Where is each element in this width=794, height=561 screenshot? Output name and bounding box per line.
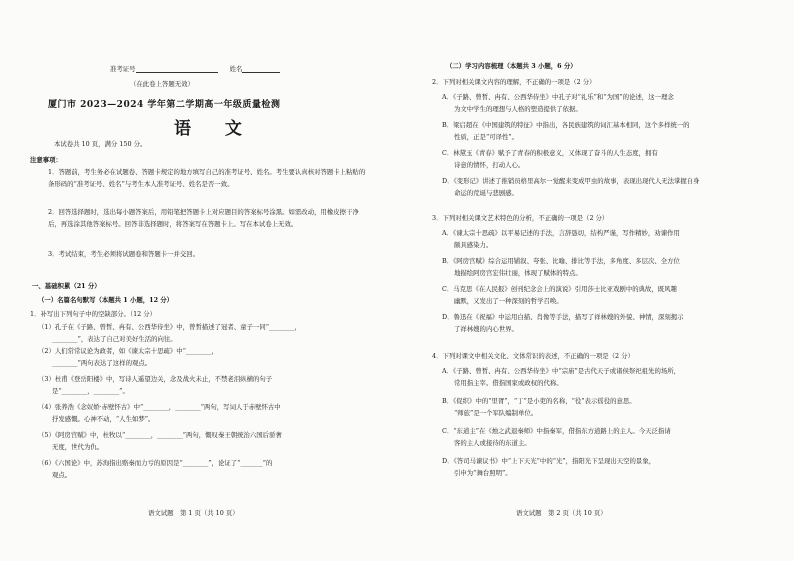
page-2 (420, 0, 782, 561)
page-1 (30, 0, 398, 561)
q4-option-line: C．“东道主”在《烛之武退秦师》中指秦军，借指东方道路上的主人。今天泛指请 (442, 427, 671, 435)
answer-invalid-stamp: （在此卷上答题无效） (130, 80, 194, 88)
q4-option-line: 客的主人或接待的东道主。 (454, 439, 531, 447)
q2-option-line: 命运的荒诞与悲剧感。 (454, 189, 518, 197)
q3-option-line: C．马克思《在人民报》创刊纪念会上的演说》引用莎士比亚戏剧中的典故，既风趣 (442, 285, 677, 293)
q1-item-line: 观点。 (52, 471, 72, 479)
question-4: 4．下列对课文中相关文化、文体常识的表述，不正确的一项是（2 分） (432, 352, 634, 360)
q1-item-line: （4）张养浩《念奴娇·赤壁怀古》中“________，________”两句，写词人于赤壁怀古中 (38, 403, 281, 411)
question-3-options (442, 228, 782, 340)
subject-title: 语 文 (174, 119, 256, 139)
section-1-heading: 一、基础积累（21 分） (32, 282, 101, 290)
q4-option-line: A．《子路、曾皙、冉有、公西华侍坐》中“宗庙”是古代天子或诸侯祭祀祖先的场所， (442, 367, 681, 375)
q1-item-line: （1）孔子在《子路、曾皙、冉有、公西华侍坐》中，曾皙描述了冠者、童子一同“________， (38, 323, 301, 331)
q1-item-line: 无度，世代为仇。 (52, 443, 104, 451)
q3-option-line: D．鲁迅在《祝福》中运用白描、肖像等手法，描写了祥林嫂的外貌、神情，深刻揭示 (442, 313, 684, 321)
q4-option-line: 常用指主宰。借指国家或政权的代称。 (454, 379, 563, 387)
q1-item-line: （6）《六国论》中，苏洵指出赂秦而力亏的原因是“________”，论证了“_______”的 (38, 459, 273, 467)
q4-option-line: “师旅”是一个军队编制单位。 (454, 409, 538, 417)
q3-option-line: 幽默，又发出了一种深刻的哲学召唤。 (454, 297, 563, 305)
exam-title: 厦门市 2023—2024 学年第二学期高一年级质量检测 (48, 100, 281, 110)
q2-option-line: 性质，正是“可译性”。 (454, 133, 519, 141)
q1-item-line: （2）人们常常议论为政者，如《谏太宗十思疏》中“________， (38, 347, 218, 355)
q2-option-line: 为文中学生的理想与人格的塑造提供了依据。 (454, 105, 582, 113)
question-2: 2．下列对相关课文内容的理解，不正确的一项是（2 分） (432, 78, 596, 86)
q2-option-line: B．梁启超在《中国建筑的特征》中指出，各民族建筑的词汇基本相同，这个多样统一的 (442, 121, 690, 129)
q1-item-line: ________”，表达了自己对美好生活的向往。 (52, 335, 177, 343)
question-1-items (30, 322, 390, 479)
page-1-footer: 语文试题 第 1 页（共 10 页） (148, 509, 239, 517)
exam-number-label: 准考证号 (110, 65, 136, 73)
subsection-2-heading: （二）学习内容梳理（本题共 3 小题，6 分） (446, 62, 577, 70)
exam-number-field[interactable] (110, 65, 280, 73)
q4-option-line: 引申为“舞台照明”。 (454, 469, 512, 477)
q1-item-line: （5）《阿房宫赋》中，杜牧以“________，________”两句，慨叹秦王朝统治六国后骄奢 (38, 431, 282, 439)
page-2-footer: 语文试题 第 2 页（共 10 页） (516, 509, 607, 517)
q4-option-line: B．《促织》中的“里胥”，“丁”是小吏的名称，“役”表示徭役的意思。 (442, 397, 636, 405)
q1-item-line: ________”两句表达了这样的观点。 (52, 359, 152, 367)
q1-item-line: 抒发感慨。心神不动，“人生如梦”。 (52, 415, 155, 423)
q3-option-line: 地描绘阿房宫宏伟壮丽，体现了赋体的特点。 (454, 269, 582, 277)
notice-1: 1．答题前，考生务必在试题卷、答题卡规定的地方填写自己的准考证号、姓名。考生要认真核对答题卡上粘贴的条形码的“准考证号、姓名”与考生本人准考证号、姓名是否一致。 (48, 168, 366, 188)
q4-option-line: D．《答司马谏议书》中“上下天光”中的“光”，指阳光下呈现出天空的景象， (442, 457, 656, 465)
notice-3: 3．考试结束，考生必须将试题卷和答题卡一并交回。 (48, 250, 200, 258)
name-label: 姓名 (229, 65, 243, 73)
subsection-1-heading: （一）名篇名句默写（本题共 1 小题，12 分） (38, 296, 174, 304)
question-2-options (442, 92, 782, 202)
q2-option-line: 诗意的情怀，打动人心。 (454, 161, 525, 169)
notice-2: 2．回答选择题时，选出每小题答案后，用铅笔把答题卡上对应题目的答案标号涂黑。如需改动，用橡皮擦干净后，再选涂其他答案标号。回答非选择题时，将答案写在答题卡上。写在本试卷上无效。 (48, 208, 359, 228)
q1-item-line: 是“________，________”。 (52, 387, 129, 395)
q3-option-line: 了祥林嫂的内心世界。 (454, 325, 518, 333)
question-4-options (442, 366, 782, 496)
q3-option-line: A．《谏太宗十思疏》以平易记述的手法，言辞恳切，结构严谨，写作精妙，劝谏作用 (442, 229, 680, 237)
q2-option-line: D．《变形记》讲述了推销员格里高尔一觉醒来变成甲虫的故事，表现出现代人无法掌握自身 (442, 177, 700, 185)
q2-option-line: C．林黛玉《青春》赋予了青春的积极意义，又体现了奋斗的人生态度，拥有 (442, 149, 658, 157)
q3-option-line: B．《阿房宫赋》综合运用铺叙、夸张、比喻、排比等手法，多角度、多层次、全方位 (442, 257, 680, 265)
exam-meta: 本试卷共 10 页，满分 150 分。 (54, 140, 147, 148)
question-1: 1．补写出下列句子中的空缺部分。（12 分） (30, 310, 157, 318)
notice-title: 注意事项： (30, 156, 62, 164)
q1-item-line: （3）杜甫《登岳阳楼》中，写诗人遥望边关，念及战火未止，不禁老泪纵横的句子 (38, 375, 273, 383)
q3-option-line: 颇具感染力。 (454, 241, 493, 249)
question-3: 3．下列对相关课文艺术特色的分析，不正确的一项是（2 分） (432, 214, 609, 222)
q2-option-line: A．《子路、曾皙、冉有、公西华侍坐》中孔子对“礼乐”和“为国”的论述，这一理念 (442, 93, 674, 101)
